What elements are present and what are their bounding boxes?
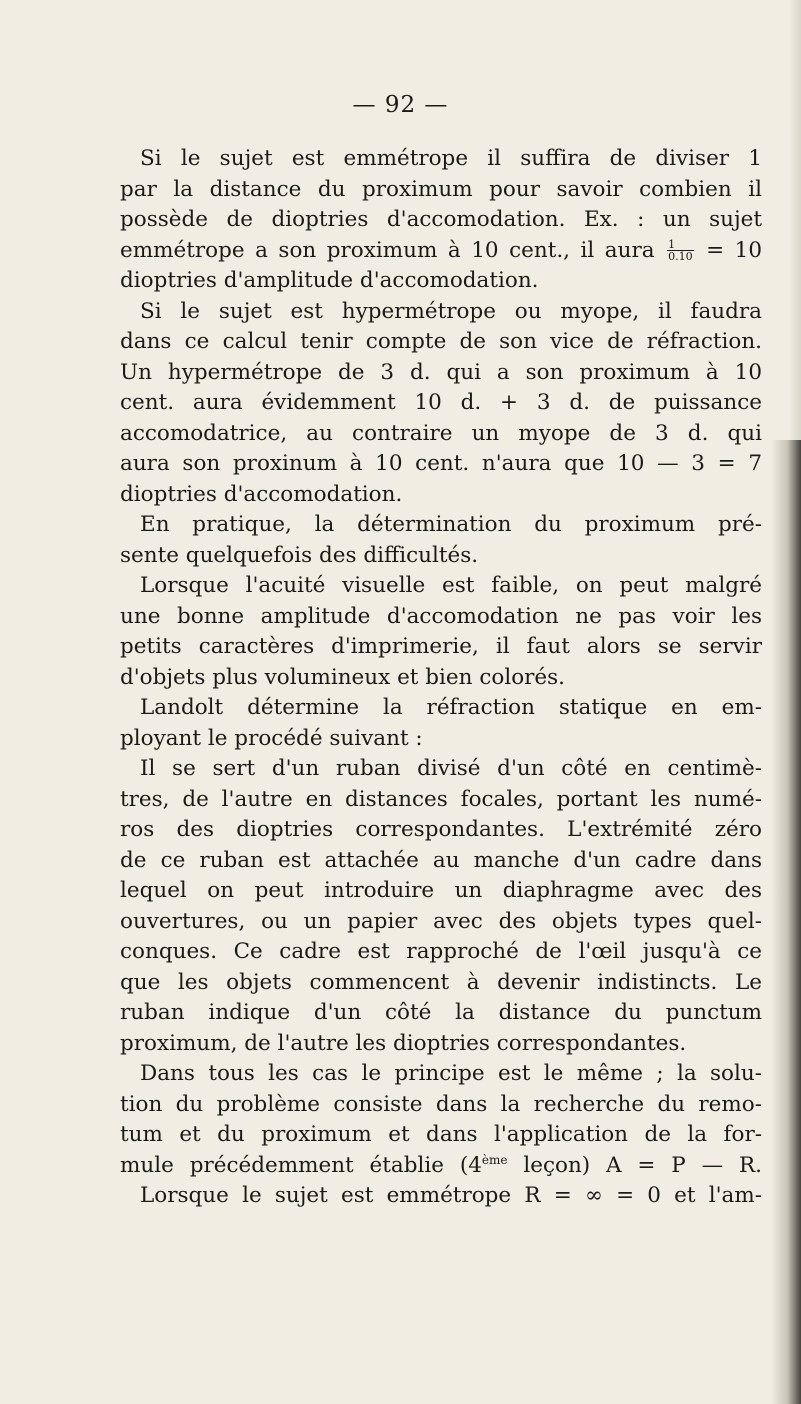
text-line: lequel on peut introduire un diaphragme avec des: [120, 878, 762, 903]
text-line: Si le sujet est emmétrope il suffira de diviser 1: [140, 146, 762, 171]
text-segment: = 10: [695, 237, 763, 263]
text-line: [120, 236, 762, 267]
text-line: tum et du proximum et dans l'application de la for-: [120, 1122, 762, 1147]
text-segment: emmétrope a son proximum à 10 cent., il aura: [120, 237, 666, 263]
text-line: Il se sert d'un ruban divisé d'un côté en centimè-: [140, 756, 762, 781]
text-line: proximum, de l'autre les dioptries correspondantes.: [120, 1030, 687, 1056]
fraction: [667, 239, 694, 262]
text-line: dioptries d'accomodation.: [120, 481, 403, 507]
text-line: dioptries d'amplitude d'accomodation.: [120, 268, 539, 293]
page-edge-shadow-top: [789, 0, 801, 440]
text-segment: mule précédemment établie (4: [120, 1152, 482, 1178]
text-line: d'objets plus volumineux et bien colorés.: [120, 664, 566, 690]
text-line: dans ce calcul tenir compte de son vice de réfraction.: [120, 329, 762, 354]
text-line: En pratique, la détermination du proximum pré-: [140, 512, 762, 537]
text-line: Landolt détermine la réfraction statique en em-: [140, 695, 762, 720]
text-line: possède de dioptries d'accomodation. Ex. : un sujet: [120, 207, 762, 232]
text-line: Si le sujet est hypermétrope ou myope, il faudra: [140, 298, 762, 324]
page-number: — 92 —: [352, 92, 449, 118]
text-line: ruban indique d'un côté la distance du punctum: [120, 1000, 762, 1025]
fraction-numerator: 1: [667, 239, 694, 251]
text-line: par la distance du proximum pour savoir combien il: [120, 176, 762, 202]
text-line: tres, de l'autre en distances focales, portant les numé-: [120, 786, 762, 812]
text-line: Lorsque le sujet est emmétrope R = ∞ = 0 et l'am-: [140, 1183, 762, 1208]
text-line: ros des dioptries correspondantes. L'extrémité zéro: [120, 817, 762, 842]
text-line: ouvertures, ou un papier avec des objets types quel-: [120, 908, 762, 934]
text-line: Un hypermétrope de 3 d. qui a son proximum à 10: [120, 359, 762, 385]
text-line: Lorsque l'acuité visuelle est faible, on peut malgré: [140, 573, 762, 598]
text-line: ployant le procédé suivant :: [120, 725, 423, 751]
text-line: Dans tous les cas le principe est le même ; la solu-: [140, 1061, 762, 1086]
text-line: accomodatrice, au contraire un myope de 3 d. qui: [120, 420, 762, 446]
text-segment: leçon) A = P — R.: [507, 1152, 763, 1178]
text-line: conques. Ce cadre est rapproché de l'œil jusqu'à ce: [120, 939, 762, 964]
text-line: aura son proxinum à 10 cent. n'aura que 10 — 3 = 7: [120, 451, 762, 476]
page-edge-shadow: [771, 440, 801, 1404]
fraction-denominator: 0.10: [668, 250, 693, 263]
superscript: ème: [481, 1152, 508, 1167]
text-line: cent. aura évidemment 10 d. + 3 d. de puissance: [120, 390, 762, 415]
text-line: sente quelquefois des difficultés.: [120, 542, 479, 568]
text-line: tion du problème consiste dans la recherche du remo-: [120, 1091, 762, 1117]
text-line: [120, 1151, 762, 1182]
text-line: une bonne amplitude d'accomodation ne pas voir les: [120, 603, 762, 629]
text-line: petits caractères d'imprimerie, il faut alors se servir: [120, 634, 762, 659]
text-line: de ce ruban est attachée au manche d'un cadre dans: [120, 847, 762, 873]
body-text: [120, 144, 762, 1212]
text-line: que les objets commencent à devenir indistincts. Le: [120, 969, 762, 995]
